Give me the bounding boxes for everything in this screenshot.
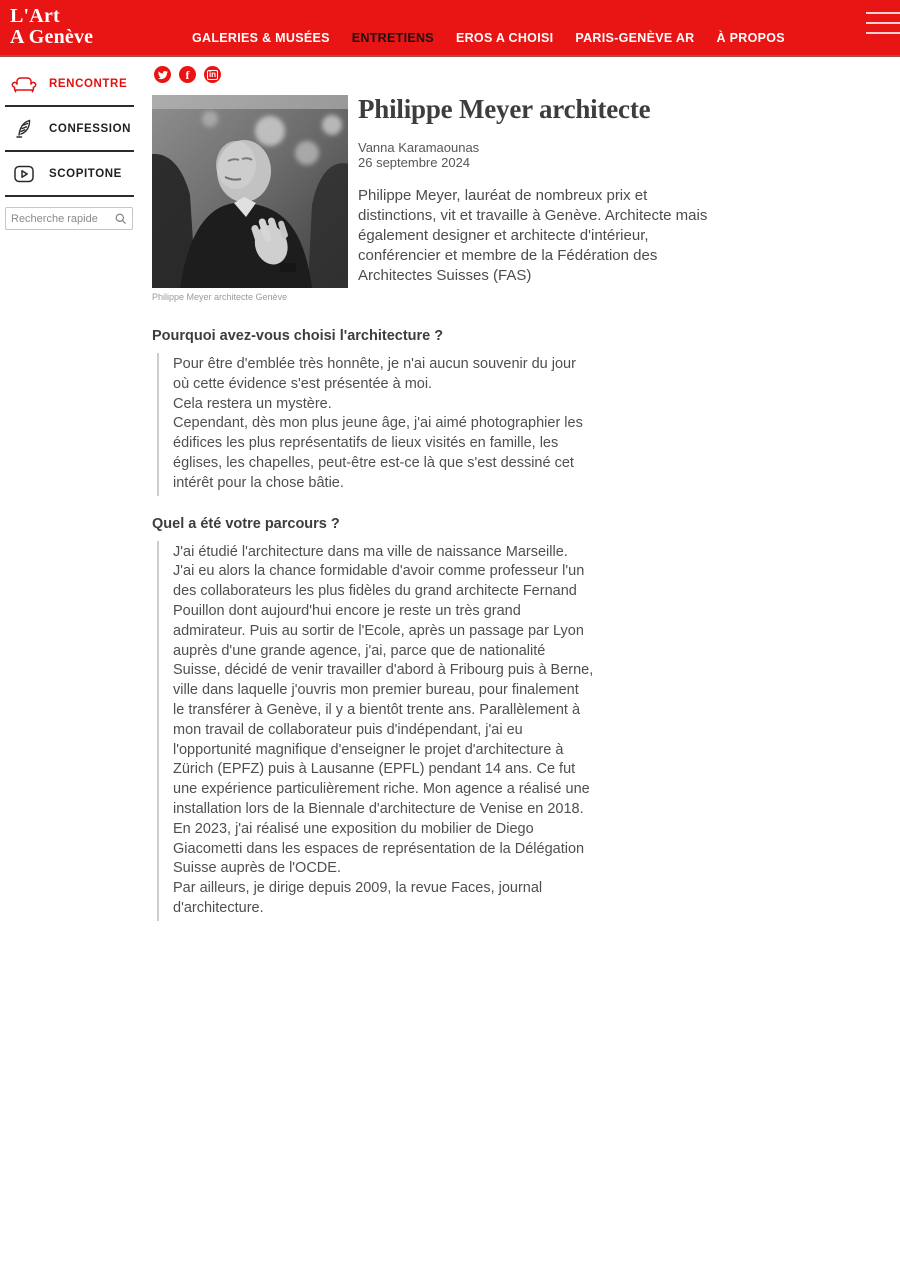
hamburger-icon[interactable] [866,10,900,36]
page-title: Philippe Meyer architecte [358,94,651,124]
answer-paragraph: Cela restera un mystère. [173,395,332,412]
search-icon[interactable] [114,212,127,225]
sidebar-item-confession[interactable] [5,107,134,152]
interview-section [152,328,594,921]
logo-line-1: L'Art [10,5,60,27]
article-hero [152,95,872,302]
article-photo [152,95,348,288]
social-share-row [154,66,872,83]
publish-date: 26 septembre 2024 [358,155,471,171]
byline [358,140,714,171]
answer-2 [157,541,594,921]
facebook-icon[interactable]: f [179,66,196,83]
article-photo-block [152,95,348,302]
sofa-icon [11,72,37,96]
nav-a-propos[interactable]: À PROPOS [716,31,785,45]
answer-paragraph: Pour être d'emblée très honnête, je n'ai aucun souvenir du jour où cette évidence s'est présentée à moi. [173,356,576,392]
quill-icon [11,117,37,141]
question-2: Quel a été votre parcours ? [152,515,340,532]
answer-paragraph: Cependant, dès mon plus jeune âge, j'ai aimé photographier les édifices les plus représentatifs de lieux visités en famille, les églises, les chapelles, peut-être est-ce là que s'est dessiné cet intérêt pour la chose bâtie. [173,415,583,491]
photo-caption: Philippe Meyer architecte Genève [152,292,288,302]
sidebar-item-label: SCOPITONE [49,168,122,180]
sidebar [0,62,140,197]
search-input[interactable] [11,213,114,225]
answer-paragraph: J'ai eu alors la chance formidable d'avoir comme professeur l'un des collaborateurs les plus fidèles du grand architecte Fernand Pouillon dont aujourd'hui encore je reste un très grand admirateur. Puis au sortir de l'Ecole, après un passage par Lyon auprès d'une grande agence, j'ai, parce que de nationalité Suisse, décidé de venir travailler d'abord à Fribourg puis à Berne, ville dans laquelle j'ouvris mon premier bureau, pour finalement le transférer à Genève, il y a bientôt trente ans. Parallèlement à mon travail de collaborateur puis d'indépendant, j'ai eu l'opportunité magnifique d'enseigner le projet d'architecture à Zürich (EPFZ) puis à Lausanne (EPFL) pendant 14 ans. Ce fut une expérience particulièrement riche. Mon agence a réalisé une installation lors de la Biennale d'architecture de Venise en 2018. En 2023, j'ai réalisé une exposition du mobilier de Diego Giacometti dans les espaces de représentation de la Délégation Suisse auprès de l'OCDE. [173,563,594,877]
header [0,0,900,57]
answer-paragraph: J'ai étudié l'architecture dans ma ville de naissance Marseille. [173,543,568,560]
play-icon [11,162,37,186]
answer-1 [157,353,594,496]
sidebar-item-label: CONFESSION [49,123,132,135]
nav-eros-a-choisi[interactable]: EROS A CHOISI [455,31,554,45]
sidebar-item-label: RENCONTRE [49,78,128,90]
main-nav [192,31,785,45]
author-name: Vanna Karamaounas [358,139,480,155]
nav-galeries-musees[interactable]: GALERIES & MUSÉES [192,31,330,45]
nav-paris-geneve-ar[interactable]: PARIS-GENÈVE AR [575,31,695,45]
linkedin-icon[interactable]: in [204,66,221,83]
sidebar-item-scopitone[interactable] [5,152,134,197]
article [152,62,872,941]
headline-column [358,95,714,302]
answer-paragraph: Par ailleurs, je dirige depuis 2009, la revue Faces, journal d'architecture. [173,880,543,916]
quick-search [5,207,133,230]
logo-line-2: A Genève [10,26,94,48]
question-1: Pourquoi avez-vous choisi l'architecture ? [152,328,444,344]
twitter-icon[interactable] [154,66,171,83]
sidebar-item-rencontre[interactable] [5,62,134,107]
site-logo[interactable] [10,6,93,48]
nav-entretiens[interactable]: ENTRETIENS [351,31,434,45]
article-lead: Philippe Meyer, lauréat de nombreux prix et distinctions, vit et travaille à Genève. Architecte mais également designer et architecte d'intérieur, conférencier et membre de la Fédération des Architectes Suisses (FAS) [358,187,708,285]
